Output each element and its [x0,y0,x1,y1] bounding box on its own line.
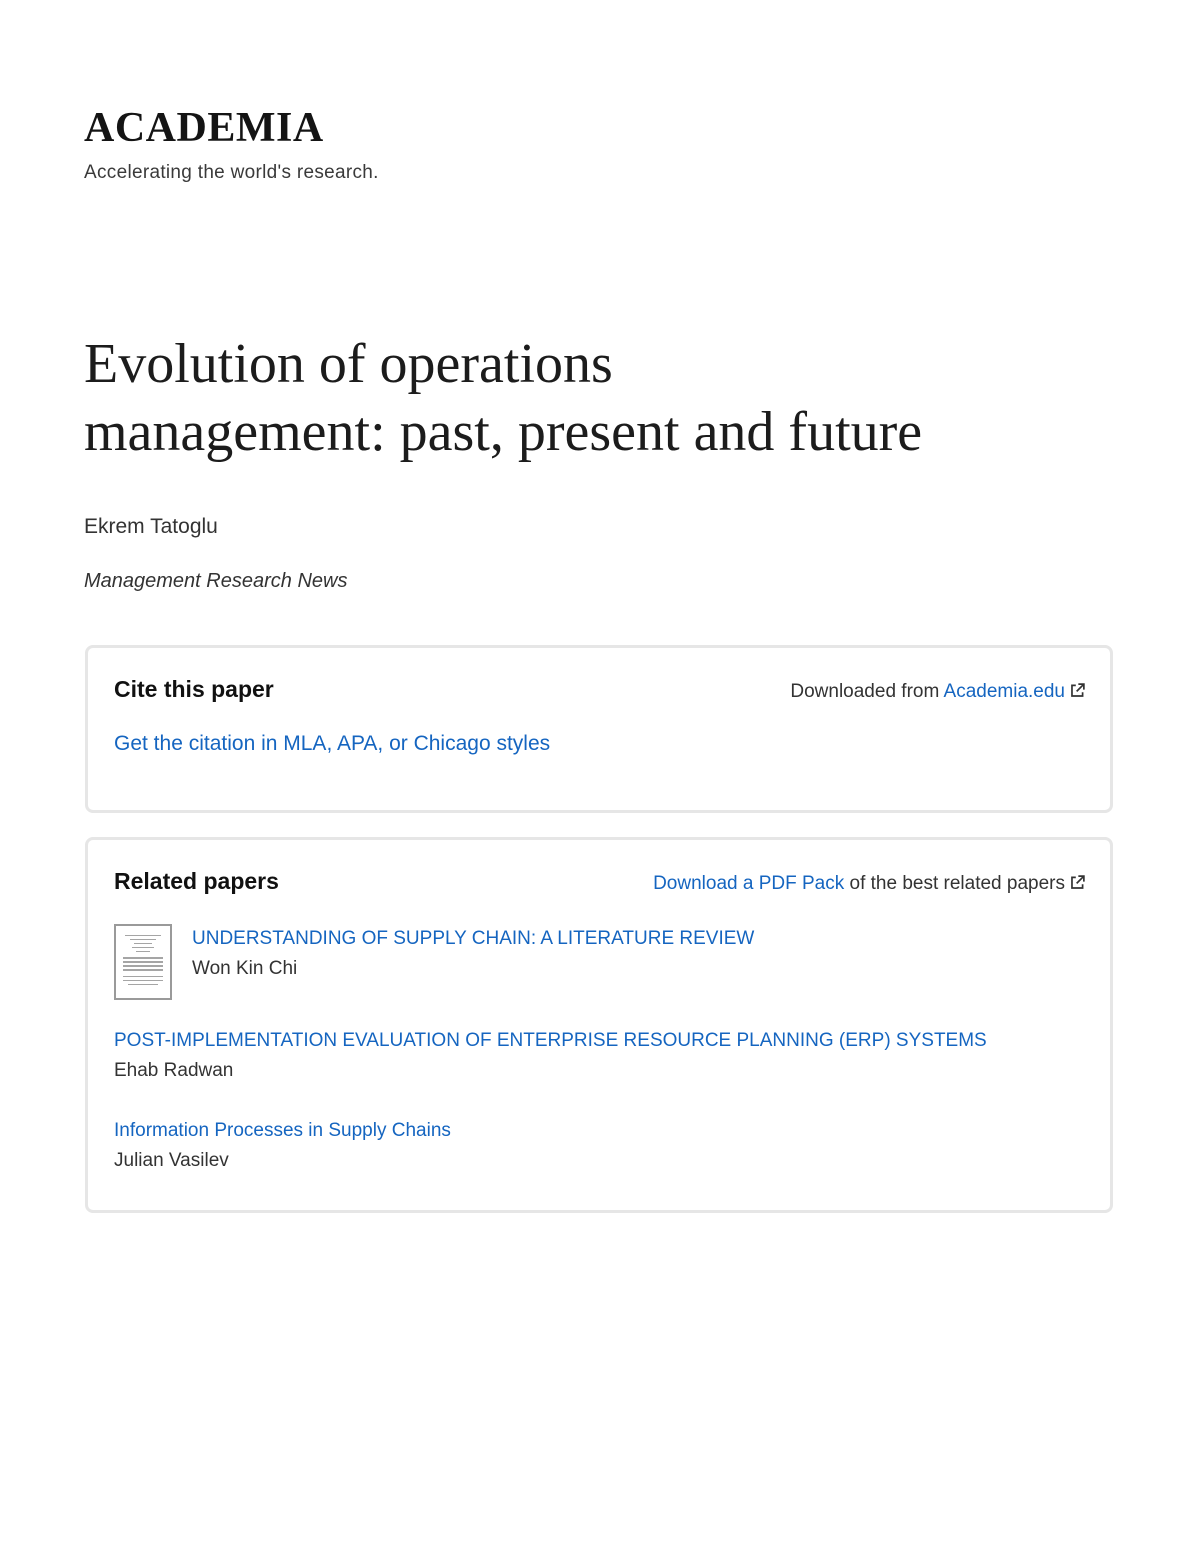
external-link-icon[interactable] [1069,874,1086,891]
downloaded-prefix: Downloaded from [790,681,944,702]
related-item-author: Won Kin Chi [192,958,298,979]
related-item-title[interactable]: Information Processes in Supply Chains [114,1120,451,1141]
tagline: Accelerating the world's research. [84,162,379,183]
external-link-icon[interactable] [1069,682,1086,699]
download-pdf-pack-link[interactable]: Download a PDF Pack [653,873,845,894]
related-item [114,1120,451,1172]
pdf-pack [653,873,1086,895]
related-heading: Related papers [114,868,279,894]
related-item [114,1030,987,1082]
related-item-author: Julian Vasilev [114,1150,229,1171]
downloaded-from [790,681,1086,703]
paper-title-line-1: Evolution of operations [84,333,613,395]
academia-logo[interactable]: ACADEMIA [84,105,324,151]
cite-card [85,645,1113,813]
academia-edu-link[interactable]: Academia.edu [943,681,1065,702]
related-papers-card [85,837,1113,1213]
paper-journal: Management Research News [84,570,348,592]
pdf-pack-suffix: of the best related papers [844,873,1065,894]
paper-title [84,330,1144,466]
paper-title-line-2: management: past, present and future [84,401,923,463]
related-item-author: Ehab Radwan [114,1060,234,1081]
get-citation-link[interactable]: Get the citation in MLA, APA, or Chicago styles [114,732,551,755]
related-item-title[interactable]: UNDERSTANDING OF SUPPLY CHAIN: A LITERATURE REVIEW [192,928,755,949]
cite-heading: Cite this paper [114,676,274,702]
paper-thumbnail-icon[interactable] [114,924,172,1000]
paper-author: Ekrem Tatoglu [84,515,218,538]
related-item [192,928,754,980]
related-item-title[interactable]: POST-IMPLEMENTATION EVALUATION OF ENTERPRISE RESOURCE PLANNING (ERP) SYSTEMS [114,1030,987,1051]
